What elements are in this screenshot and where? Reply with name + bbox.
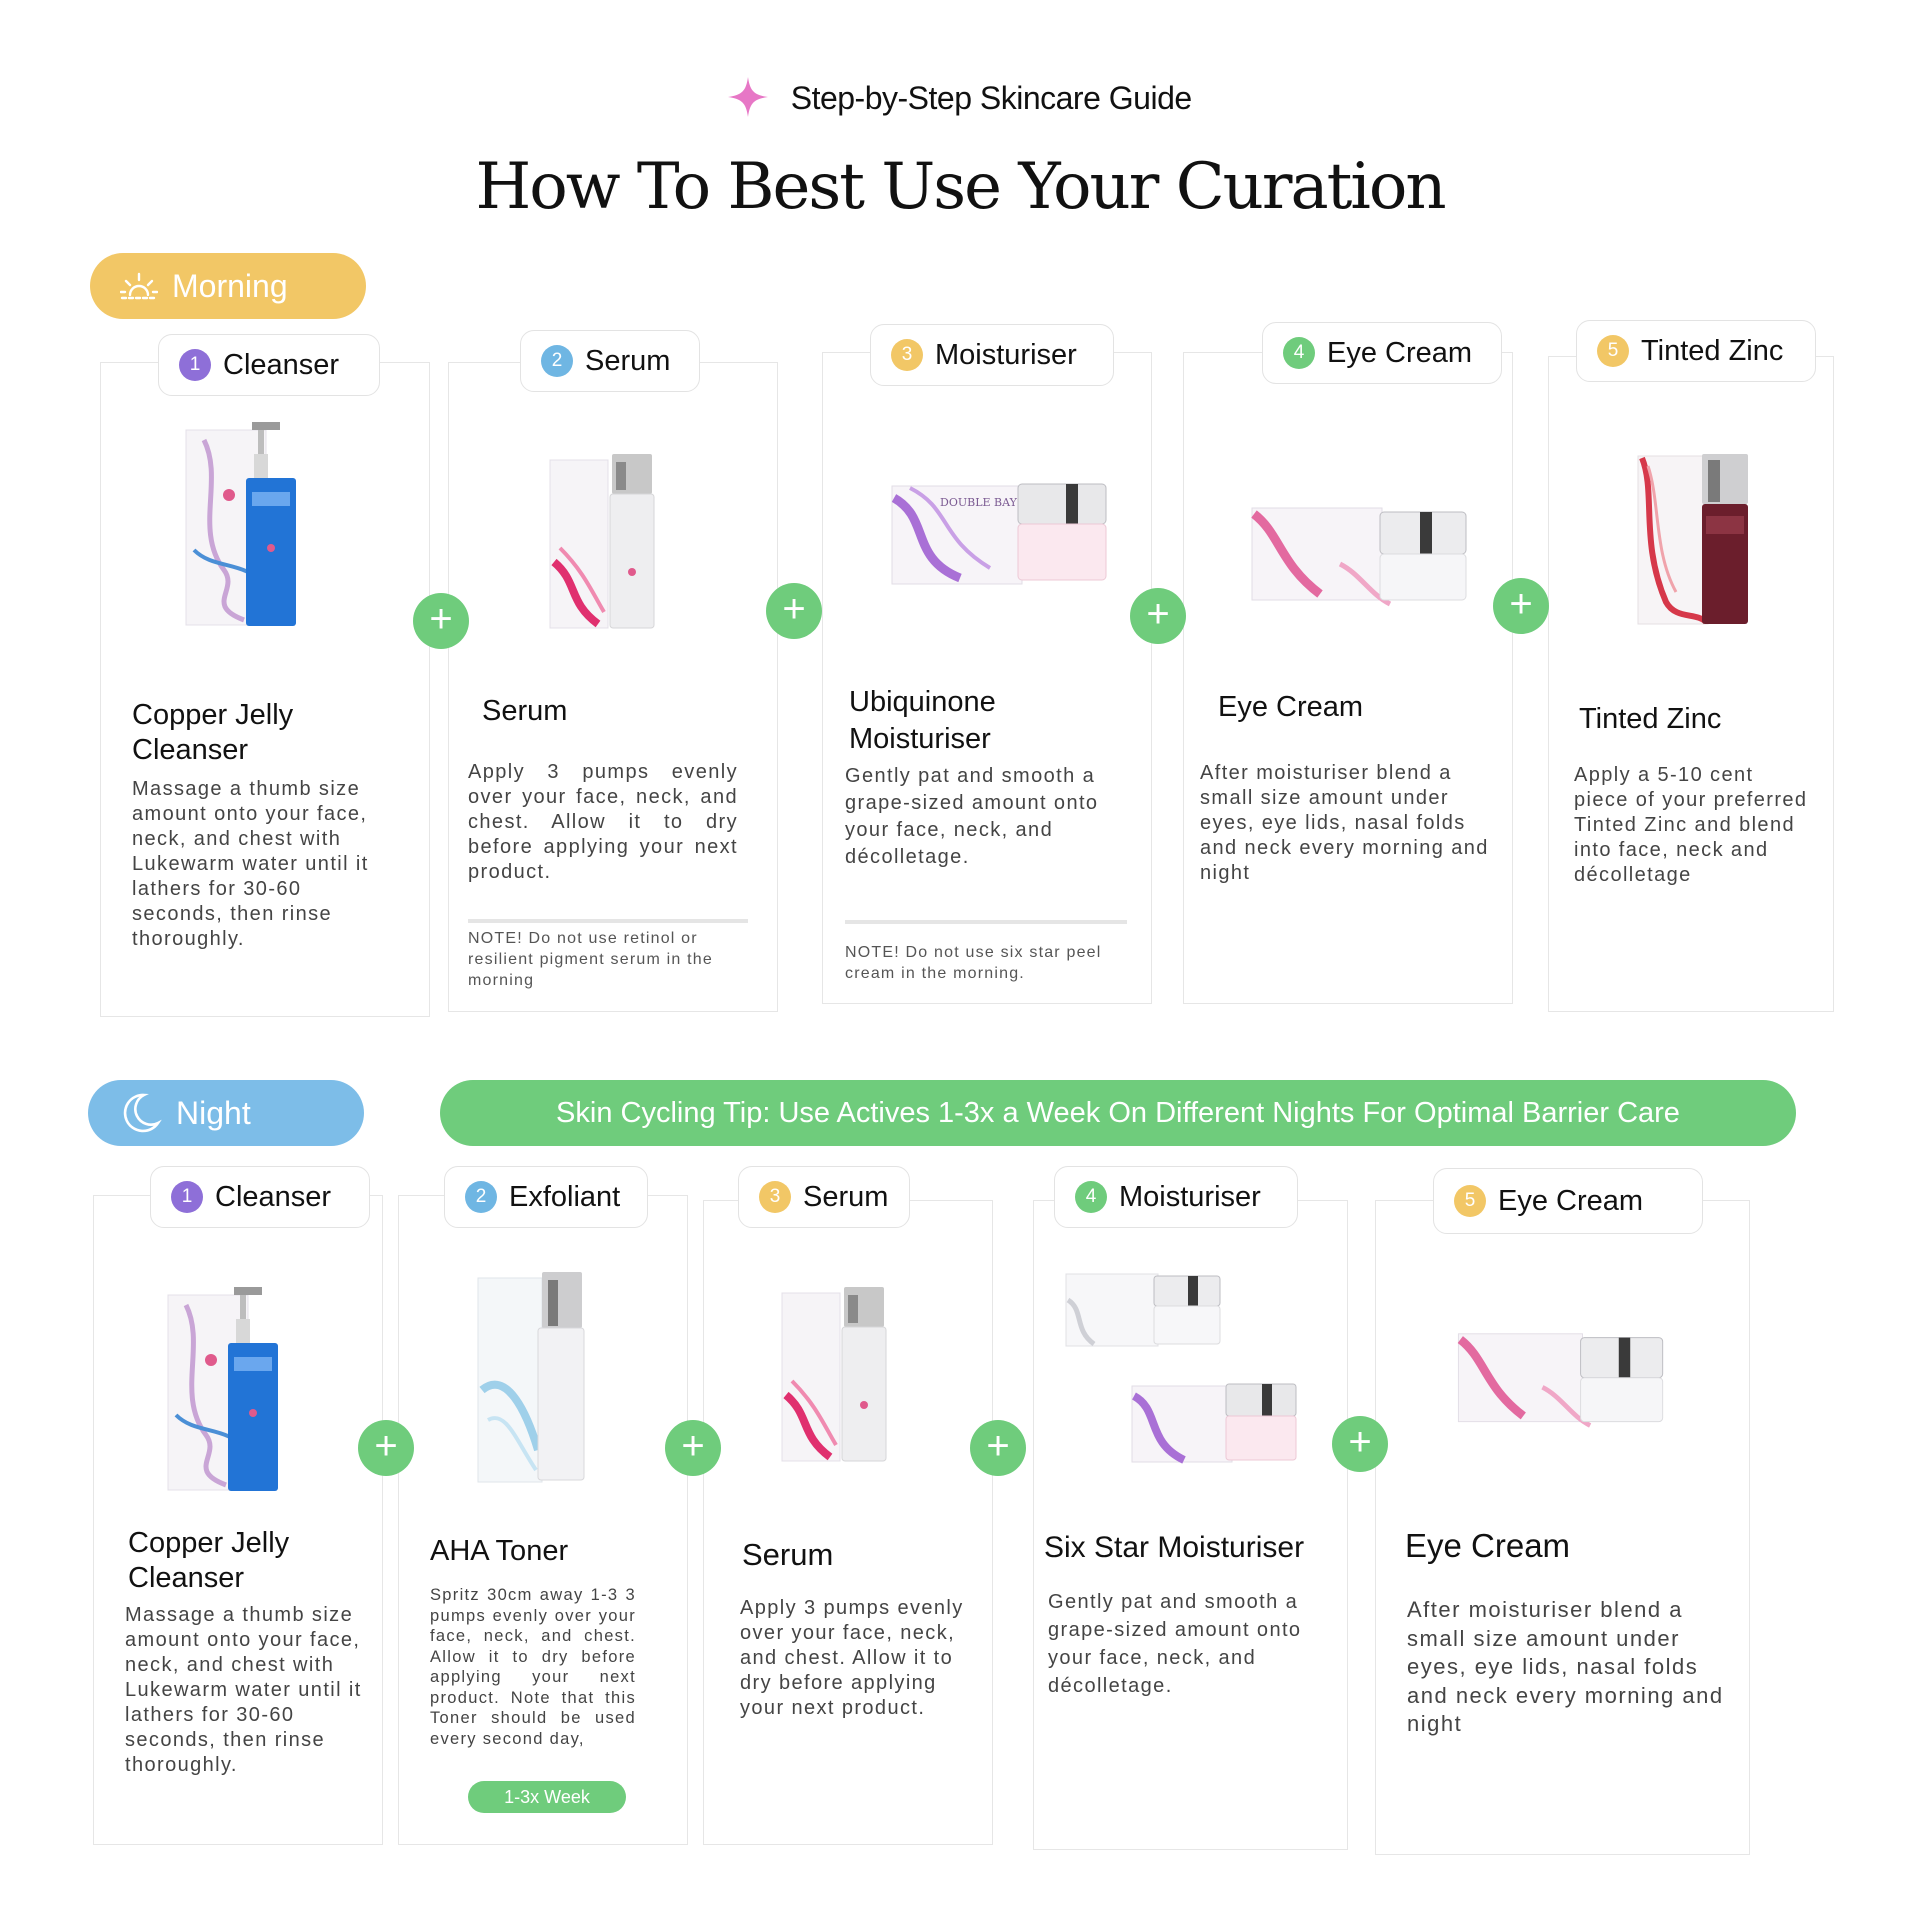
night-section-label [88, 1080, 364, 1146]
step-instructions: Apply 3 pumps evenly over your face, neck, and chest. Allow it to dry before applying your next product. [740, 1597, 964, 1719]
step-tab-label: Moisturiser [1119, 1180, 1261, 1213]
step-number-badge: 3 [759, 1181, 791, 1213]
step-number-badge: 1 [171, 1181, 203, 1213]
plus-connector-icon: + [1493, 578, 1549, 634]
eyebrow-text: Step-by-Step Skincare Guide [790, 80, 1192, 116]
product-name: Copper Jelly Cleanser [132, 699, 294, 766]
morning-tab-serum [520, 330, 700, 392]
step-instructions: Apply a 5-10 cent piece of your preferred Tinted Zinc and blend into face, neck and décolletage [1574, 764, 1808, 886]
product-name: Six Star Moisturiser [1044, 1531, 1305, 1564]
product-name: AHA Toner [430, 1535, 569, 1567]
step-note: NOTE! Do not use retinol or resilient pigment serum in the morning [468, 930, 713, 989]
moon-icon [118, 1091, 162, 1135]
product-name: Serum [482, 695, 568, 727]
guide-eyebrow [0, 80, 1920, 121]
step-tab-label: Cleanser [223, 348, 340, 381]
step-instructions: Massage a thumb size amount onto your face, neck, and chest with Lukewarm water until it lathers for 30-60 seconds, then rinse thoroughly. [125, 1604, 362, 1776]
note-divider [468, 919, 748, 923]
night-tab-eye-cream [1433, 1168, 1703, 1234]
morning-tab-moisturiser [870, 324, 1114, 386]
morning-section-label [90, 253, 366, 319]
step-tab-label: Eye Cream [1327, 336, 1473, 369]
serum-product-image [780, 1285, 890, 1470]
step-number-badge: 3 [891, 339, 923, 371]
step-tab-label: Tinted Zinc [1641, 334, 1784, 367]
brand-wordmark: DOUBLE BAY [940, 496, 1017, 509]
product-name: Serum [742, 1537, 834, 1572]
plus-connector-icon: + [358, 1420, 414, 1476]
night-tab-moisturiser [1054, 1166, 1298, 1228]
morning-tab-tinted-zinc [1576, 320, 1816, 382]
morning-label: Morning [172, 267, 288, 304]
plus-connector-icon: + [766, 583, 822, 639]
plus-connector-icon: + [665, 1420, 721, 1476]
step-number-badge: 4 [1075, 1181, 1107, 1213]
cleanser-product-image [166, 1285, 296, 1500]
step-instructions: Gently pat and smooth a grape-sized amount onto your face, neck, and décolletage. [1048, 1591, 1302, 1697]
step-tab-label: Eye Cream [1498, 1184, 1644, 1217]
skin-cycling-tip-banner: Skin Cycling Tip: Use Actives 1-3x a Week On Different Nights For Optimal Barrier Care [440, 1080, 1796, 1146]
morning-step-card-eye-cream [1183, 352, 1513, 1004]
aha-toner-product-image [476, 1270, 586, 1490]
step-instructions: Gently pat and smooth a grape-sized amount onto your face, neck, and décolletage. [845, 765, 1099, 868]
step-number-badge: 2 [541, 345, 573, 377]
product-name: Tinted Zinc [1579, 703, 1722, 735]
plus-connector-icon: + [413, 593, 469, 649]
step-number-badge: 1 [179, 349, 211, 381]
step-instructions: Spritz 30cm away 1-3 3 pumps evenly over your face, neck, and chest. Allow it to dry before applying your next product. Note that this Toner should be used every second day, [430, 1586, 636, 1748]
product-name: Copper Jelly Cleanser [128, 1527, 290, 1594]
tinted-zinc-product-image [1636, 452, 1756, 632]
product-name: Eye Cream [1405, 1527, 1571, 1564]
eye-cream-product-image [1454, 1330, 1669, 1440]
step-number-badge: 5 [1597, 335, 1629, 367]
step-instructions: Massage a thumb size amount onto your face, neck, and chest with Lukewarm water until it lathers for 30-60 seconds, then rinse thoroughly. [132, 778, 369, 950]
plus-connector-icon: + [1332, 1416, 1388, 1472]
cleanser-product-image [184, 420, 314, 635]
product-name: Ubiquinone Moisturiser [849, 686, 996, 755]
morning-step-card-moisturiser [822, 352, 1152, 1004]
night-tab-serum [738, 1166, 910, 1228]
step-number-badge: 5 [1454, 1185, 1486, 1217]
step-tab-label: Cleanser [215, 1180, 332, 1213]
step-instructions: After moisturiser blend a small size amount under eyes, eye lids, nasal folds and neck every morning and night [1200, 762, 1489, 884]
step-tab-label: Exfoliant [509, 1180, 621, 1213]
eye-cream-product-image [1250, 504, 1470, 619]
night-tab-cleanser [150, 1166, 370, 1228]
step-note: NOTE! Do not use six star peel cream in the morning. [845, 944, 1102, 982]
note-divider [845, 920, 1127, 924]
page-title: How To Best Use Your Curation [475, 150, 1445, 224]
frequency-badge: 1-3x Week [468, 1781, 626, 1813]
serum-product-image [548, 452, 658, 637]
step-instructions: After moisturiser blend a small size amount under eyes, eye lids, nasal folds and neck every morning and night [1407, 1597, 1724, 1736]
step-tab-label: Serum [803, 1180, 889, 1213]
six-star-peel-cream-image [1064, 1270, 1224, 1355]
plus-connector-icon: + [970, 1420, 1026, 1476]
step-instructions: Apply 3 pumps evenly over your face, neck, and chest. Allow it to dry before applying your next product. [468, 761, 738, 883]
product-name: Eye Cream [1218, 691, 1364, 723]
step-tab-label: Moisturiser [935, 338, 1077, 371]
moisturiser-product-image [890, 478, 1110, 593]
plus-connector-icon: + [1130, 588, 1186, 644]
step-tab-label: Serum [585, 344, 671, 377]
sunrise-icon [120, 271, 158, 301]
morning-tab-eye-cream [1262, 322, 1502, 384]
ubiquinone-moisturiser-image [1130, 1380, 1300, 1471]
morning-tab-cleanser [158, 334, 380, 396]
step-number-badge: 2 [465, 1181, 497, 1213]
sparkle-icon [728, 77, 768, 117]
night-tab-exfoliant [444, 1166, 648, 1228]
night-label: Night [176, 1094, 251, 1131]
step-number-badge: 4 [1283, 337, 1315, 369]
